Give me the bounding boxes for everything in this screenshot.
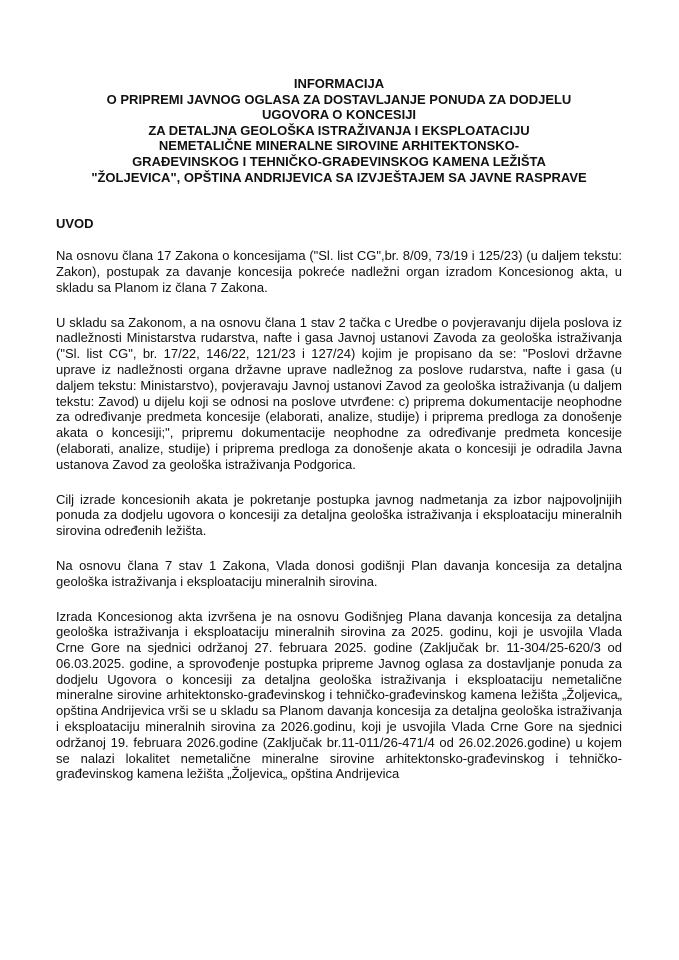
document-page — [56, 76, 622, 801]
title-line: NEMETALIČNE MINERALNE SIROVINE ARHITEKTONSKO- — [158, 138, 520, 154]
title-line: INFORMACIJA — [293, 76, 385, 91]
paragraph-legal-basis: Na osnovu člana 17 Zakona o koncesijama ("Sl. list CG",br. 8/09, 73/19 i 125/23) (u daljem tekstu: Zakon), postupak za davanje koncesija pokreće nadležni organ izradom Koncesionog akta, u skladu sa Planom iz člana 7 Zakona. — [56, 248, 622, 295]
section-heading: UVOD — [56, 216, 94, 232]
title-line: "ŽOLJEVICA", OPŠTINA ANDRIJEVICA SA IZVJEŠTAJEM SA JAVNE RASPRAVE — [91, 169, 587, 185]
paragraph-delegation: U skladu sa Zakonom, a na osnovu člana 1 stav 2 tačka c Uredbe o povjeravanju dijela poslova iz nadležnosti Ministarstva rudarstva, nafte i gasa Javnoj ustanovi Zavoda za geološka istraživanja ("Sl. list CG", br. 17/22, 146/22, 121/23 i 127/24) kojim je propisano da se: "Poslovi državne uprave iz nadležnosti organa državne uprave nadležnog za poslove rudarstva, nafte i gasa (u daljem tekstu: Ministarstvo), povjeravaju Javnoj ustanovi Zavod za geološka istraživanja (u daljem tekstu: Zavod) u dijelu koji se odnosi na poslove utvrđene: c) priprema dokumentacije neophodne za određivanje predmeta koncesije (elaborati, analize, studije) i priprema predloga za donošenje akata o koncesiji;", pripremu dokumentacije neophodne za određivanje predmeta koncesije (elaborati, analize, studije) i priprema predloga za donošenje akata o koncesiji je odradila Javna ustanova Zavod za geološka istraživanja Podgorica. — [56, 314, 622, 472]
document-title — [56, 76, 622, 185]
title-line: ZA DETALJNA GEOLOŠKA ISTRAŽIVANJA I EKSPLOATACIJU — [148, 122, 530, 138]
title-line: UGOVORA O KONCESIJI — [261, 107, 417, 123]
paragraph-annual-plan: Na osnovu člana 7 stav 1 Zakona, Vlada donosi godišnji Plan davanja koncesija za detaljna geološka istraživanja i eksploataciju mineralnih sirovina. — [56, 557, 622, 589]
paragraph-concession-act: Izrada Koncesionog akta izvršena je na osnovu Godišnjeg Plana davanja koncesija za detaljna geološka istraživanja i eksploataciju mineralnih sirovina za 2025. godinu, koji je usvojila Vlada Crne Gore na sjednici održanoj 27. februara 2025. godine (Zaključak br. 11-304/25-620/3 od 06.03.2025. godine, a sprovođenje postupka pripreme Javnog oglasa za dostavljanje ponuda za dodjelu Ugovora o koncesiji za detaljna geološka istraživanja i eksploataciju nemetalične mineralne sirovine arhitektonsko-građevinskog i tehničko-građevinskog kamena ležišta „Žoljevica„ opština Andrijevica vrši se u skladu sa Planom davanja koncesija za detaljna geološka istraživanja i eksploataciju mineralnih sirovina za 2026.godinu, koji je usvojila Vlada Crne Gore na sjednici održanoj 19. februara 2026.godine (Zaključak br.11-011/26-471/4 od 26.02.2026.godine) u kojem se nalazi lokalitet nemetalične mineralne sirovine arhitektonsko-građevinskog i tehničko-građevinskog kamena ležišta „Žoljevica„ opština Andrijevica — [56, 608, 622, 782]
title-line: O PRIPREMI JAVNOG OGLASA ZA DOSTAVLJANJE PONUDA ZA DODJELU — [106, 91, 572, 107]
paragraph-purpose: Cilj izrade koncesionih akata je pokretanje postupka javnog nadmetanja za izbor najpovoljnijih ponuda za dodjelu ugovora o koncesiji za detaljna geološka istraživanja i eksploataciju mineralnih sirovina određenih ležišta. — [56, 491, 622, 539]
title-line: GRAĐEVINSKOG I TEHNIČKO-GRAĐEVINSKOG KAMENA LEŽIŠTA — [132, 153, 546, 169]
